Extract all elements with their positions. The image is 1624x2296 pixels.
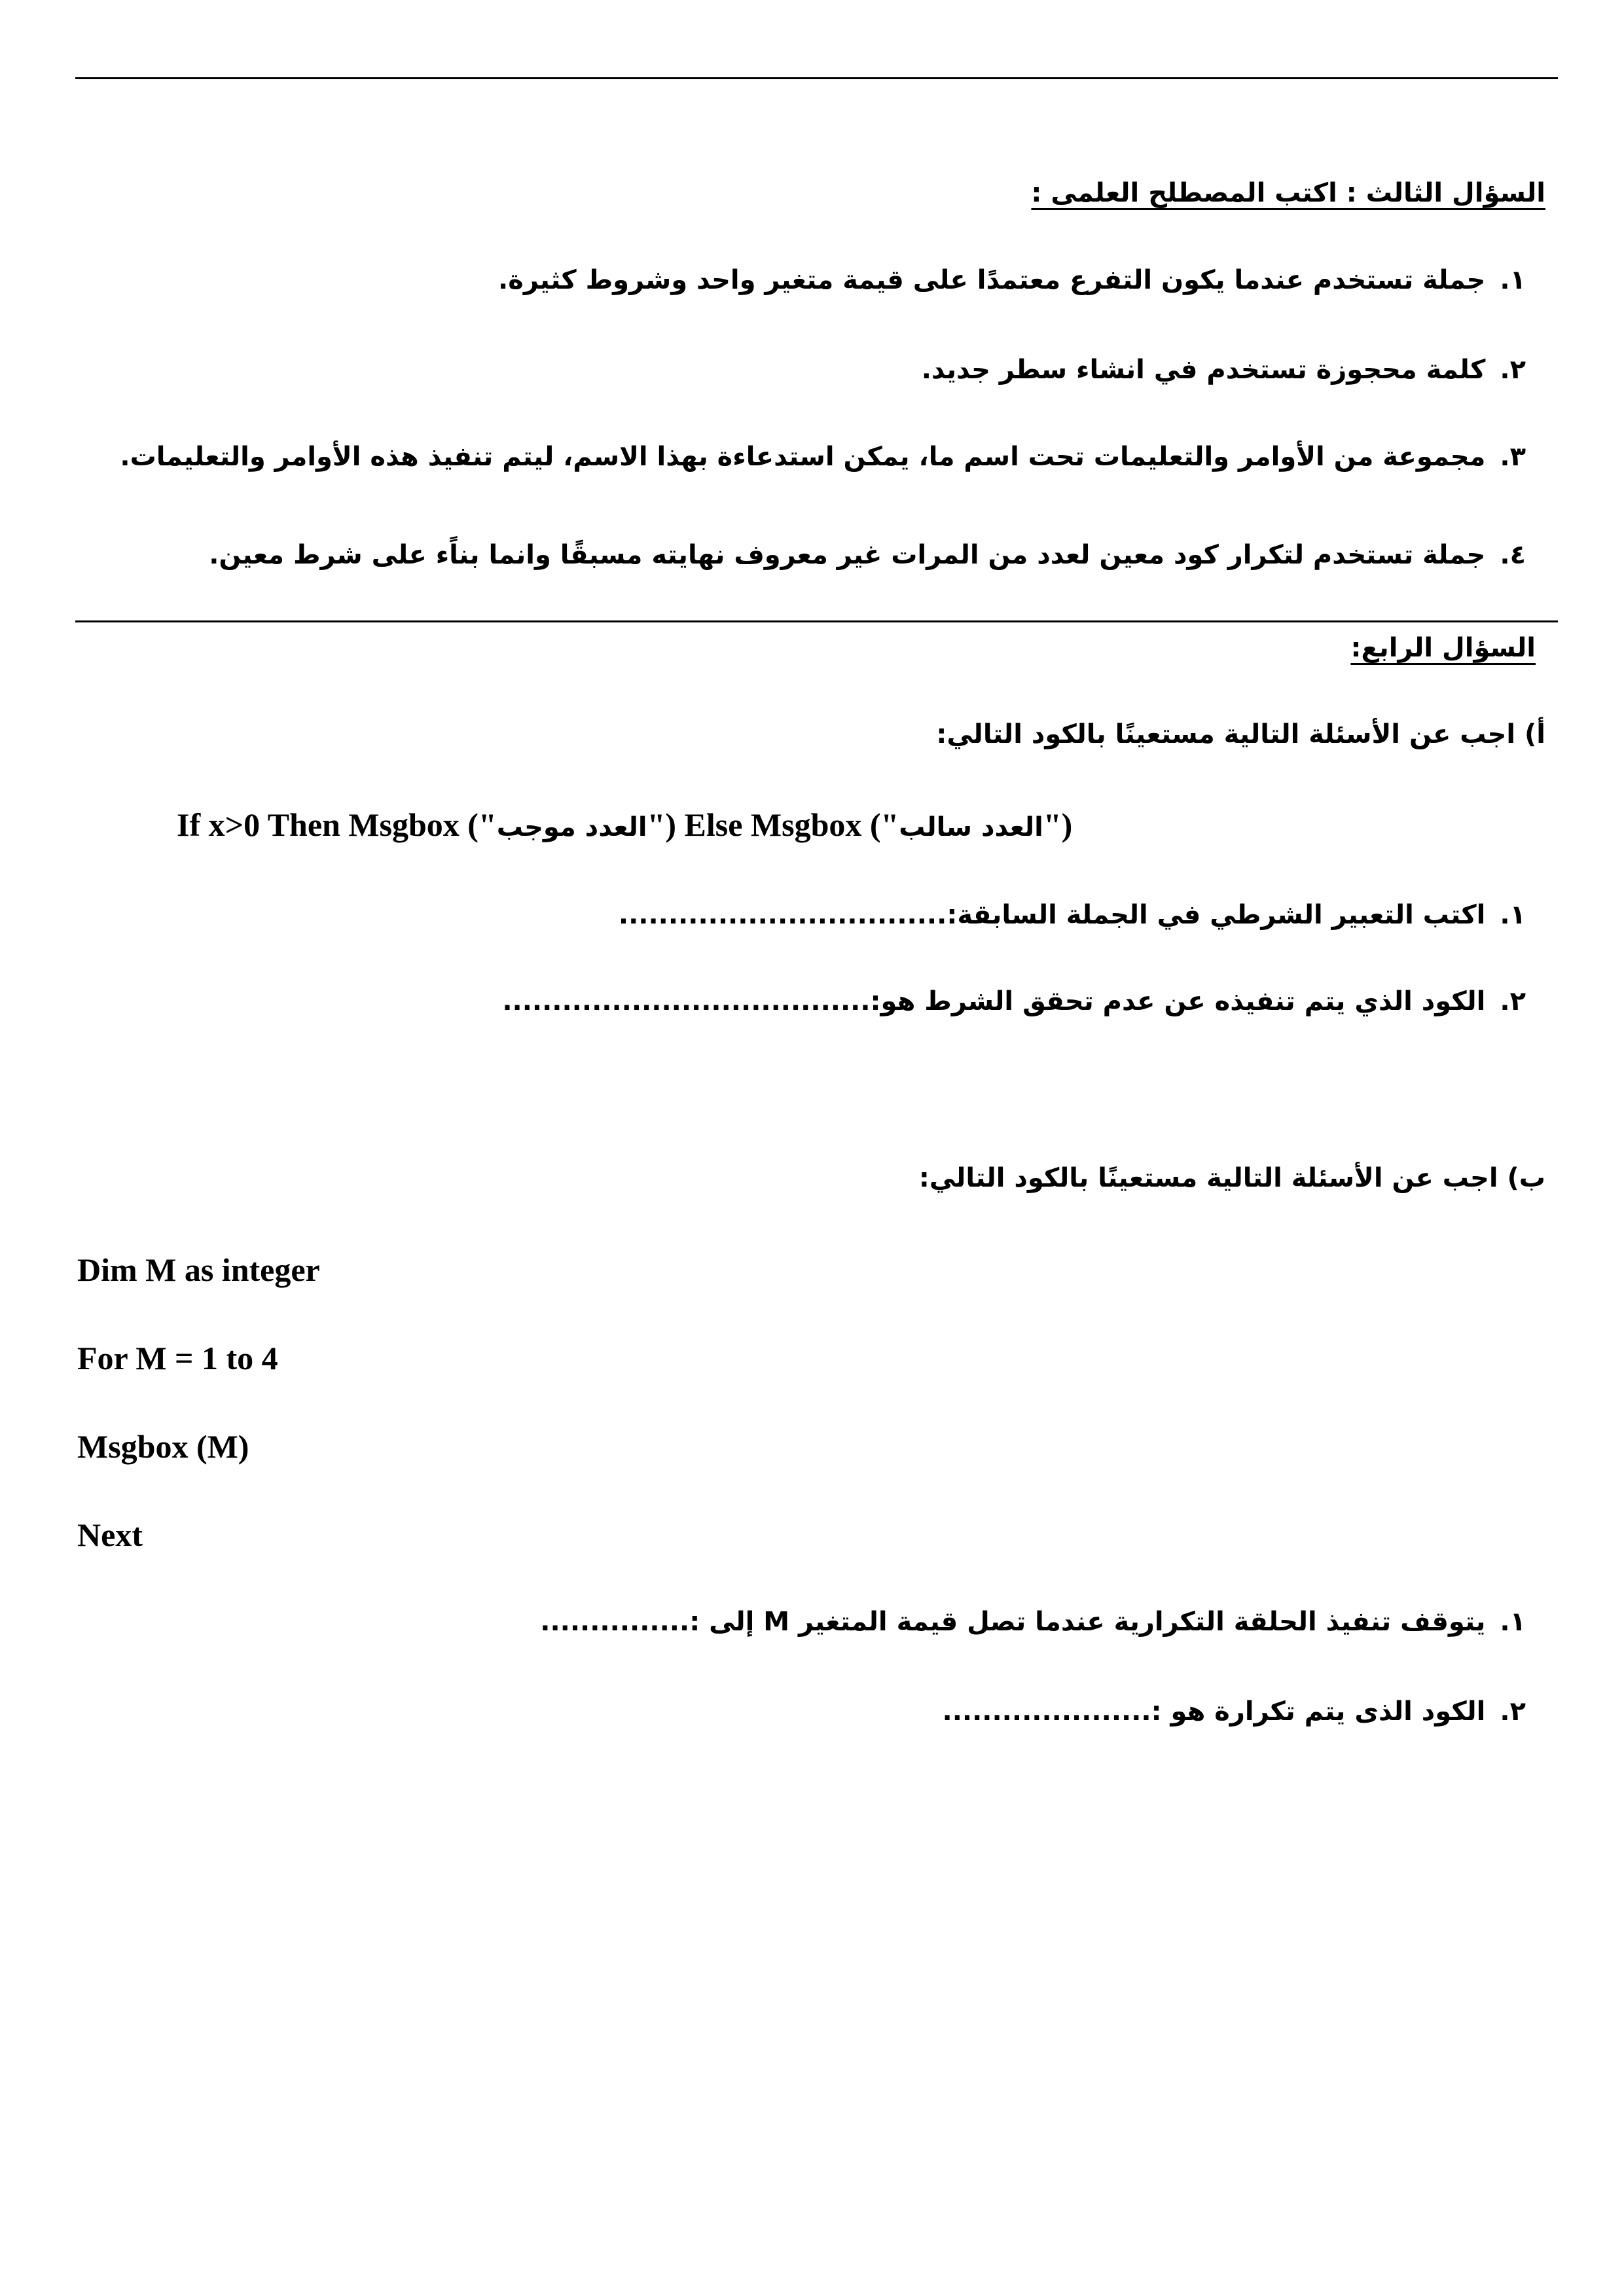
q3-item-1-text: جملة تستخدم عندما يكون التفرع معتمدًا على قيمة متغير واحد وشروط كثيرة.	[498, 265, 1486, 295]
q4-b-item-2	[943, 1692, 1526, 1731]
q4-part-a-code	[177, 804, 1072, 848]
q4-a-item-1-text: اكتب التعبير الشرطي في الجملة السابقة:	[947, 900, 1486, 930]
q3-item-3	[120, 437, 1526, 476]
q4-b-item-1	[540, 1602, 1526, 1641]
code-message-positive: العدد موجب	[496, 812, 647, 842]
q4-b-item-1-text: يتوقف تنفيذ الحلقة التكرارية عندما تصل قيمة المتغير M إلى :	[689, 1607, 1486, 1637]
q3-item-4-number: ٤.	[1500, 540, 1526, 570]
q4-b-code-line-1: Dim M as integer	[77, 1251, 320, 1288]
q3-item-2-number: ٢.	[1500, 355, 1526, 385]
q4-b-item-2-blank: .....................	[942, 1696, 1151, 1727]
q4-a-item-2-blank: .....................................	[502, 986, 871, 1016]
q4-b-item-2-text: الكود الذى يتم تكرارة هو :	[1151, 1696, 1486, 1727]
q4-a-item-2-text: الكود الذي يتم تنفيذه عن عدم تحقق الشرط هو:	[870, 986, 1486, 1016]
q4-b-item-2-number: ٢.	[1500, 1696, 1526, 1727]
q3-item-1-number: ١.	[1500, 265, 1526, 295]
q4-b-code-line-2: For M = 1 to 4	[77, 1340, 278, 1376]
q3-item-3-text: مجموعة من الأوامر والتعليمات تحت اسم ما، يمكن استدعاءة بهذا الاسم، ليتم تنفيذ هذه الأوامر والتعليمات.	[120, 442, 1486, 472]
q4-a-item-1-blank: .................................	[618, 900, 947, 930]
q3-item-2	[922, 350, 1526, 389]
section-divider	[75, 620, 1558, 622]
code-prefix: If x>0 Then Msgbox ("	[177, 806, 497, 843]
q3-heading: السؤال الثالث : اكتب المصطلح العلمى :	[1031, 178, 1545, 208]
code-suffix: ")	[1043, 806, 1073, 843]
q3-item-1	[498, 260, 1526, 300]
q4-a-item-1	[619, 895, 1526, 935]
q3-item-2-text: كلمة محجوزة تستخدم في انشاء سطر جديد.	[921, 355, 1486, 385]
q4-heading: السؤال الرابع:	[1350, 633, 1536, 663]
q4-a-item-2	[502, 982, 1526, 1021]
code-middle: ") Else Msgbox ("	[647, 806, 899, 843]
q4-a-item-2-number: ٢.	[1500, 986, 1526, 1016]
q3-item-4-text: جملة تستخدم لتكرار كود معين لعدد من المرات غير معروف نهايته مسبقًا وانما بناًء على شرط معين.	[209, 540, 1486, 570]
top-divider	[75, 77, 1558, 79]
q4-a-item-1-number: ١.	[1500, 900, 1526, 930]
code-message-negative: العدد سالب	[899, 812, 1043, 842]
q4-b-item-1-blank: ...............	[540, 1607, 690, 1637]
q4-part-a-title: أ) اجب عن الأسئلة التالية مستعينًا بالكود التالي:	[936, 719, 1545, 749]
q4-b-code-line-3: Msgbox (M)	[77, 1428, 249, 1465]
q4-b-code-line-4: Next	[77, 1516, 143, 1553]
q3-item-3-number: ٣.	[1500, 442, 1526, 472]
q4-b-item-1-number: ١.	[1500, 1607, 1526, 1637]
q3-item-4	[209, 535, 1526, 575]
q4-part-b-title: ب) اجب عن الأسئلة التالية مستعينًا بالكود التالي:	[918, 1163, 1545, 1193]
